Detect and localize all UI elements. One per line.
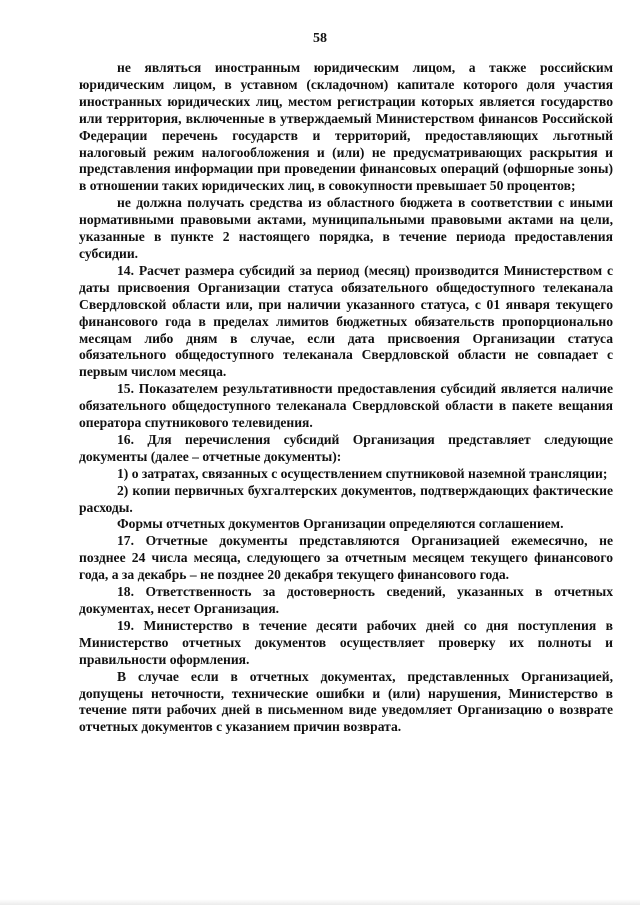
paragraph-16-item-2: 2) копии первичных бухгалтерских документов, подтверждающих фактические расходы. (79, 482, 613, 515)
paragraph-16: 16. Для перечисления субсидий Организация представляет следующие документы (далее – отчетные документы): (79, 431, 613, 464)
paragraph-17: 17. Отчетные документы представляются Организацией ежемесячно, не позднее 24 числа месяца, следующего за отчетным месяцем текущего финансового года, а за декабрь – не позднее 20 декабря текущего финансового года. (79, 533, 613, 583)
paragraph-budget-condition: не должна получать средства из областного бюджета в соответствии с иными нормативными правовыми актами, муниципальными правовыми актами на цели, указанные в пункте 2 настоящего порядка, в течение периода предоставления субсидии. (79, 195, 613, 261)
paragraph-18: 18. Ответственность за достоверность сведений, указанных в отчетных документах, несет Организация. (79, 584, 613, 616)
paragraph-forms: Формы отчетных документов Организации определяются соглашением. (117, 516, 564, 532)
paragraph-16-item-1: 1) о затратах, связанных с осуществлением спутниковой наземной трансляции; (117, 465, 608, 481)
page-number: 58 (313, 31, 327, 46)
paragraph-19: 19. Министерство в течение десяти рабочих дней со дня поступления в Министерство отчетных документов осуществляет проверку их полноты и правильности оформления. (79, 617, 613, 667)
paragraph-offshore-condition: не являться иностранным юридическим лицом, а также российским юридическим лицом, в уставном (складочном) капитале которого доля участия иностранных юридических лиц, местом регистрации которых является государство или территория, включенные в утверждаемый Министерством финансов Российской Федерации перечень государств и территорий, предоставляющих льготный налоговый режим налогообложения и (или) не предусматривающих раскрытия и представления информации при проведении финансовых операций (офшорные зоны) в отношении таких юридических лиц, в совокупности превышает 50 процентов; (79, 60, 613, 194)
document-body (79, 60, 613, 736)
paragraph-return: В случае если в отчетных документах, представленных Организацией, допущены неточности, технические ошибки и (или) нарушения, Министерство в течение пяти рабочих дней в письменном виде уведомляет Организацию о возврате отчетных документов с указанием причин возврата. (79, 668, 613, 735)
scan-edge-shadow (0, 899, 640, 905)
paragraph-15: 15. Показателем результативности предоставления субсидий является наличие обязательного общедоступного телеканала Свердловской области в пакете вещания оператора спутникового телевидения. (79, 381, 613, 431)
paragraph-14: 14. Расчет размера субсидий за период (месяц) производится Министерством с даты присвоения Организации статуса обязательного общедоступного телеканала Свердловской области или, при наличии указанного статуса, с 01 января текущего финансового года в пределах лимитов бюджетных обязательств пропорционально месяцам либо дням в случае, если дата присвоения Организации статуса обязательного общедоступного телеканала Свердловской области не совпадает с первым числом месяца. (79, 262, 613, 380)
